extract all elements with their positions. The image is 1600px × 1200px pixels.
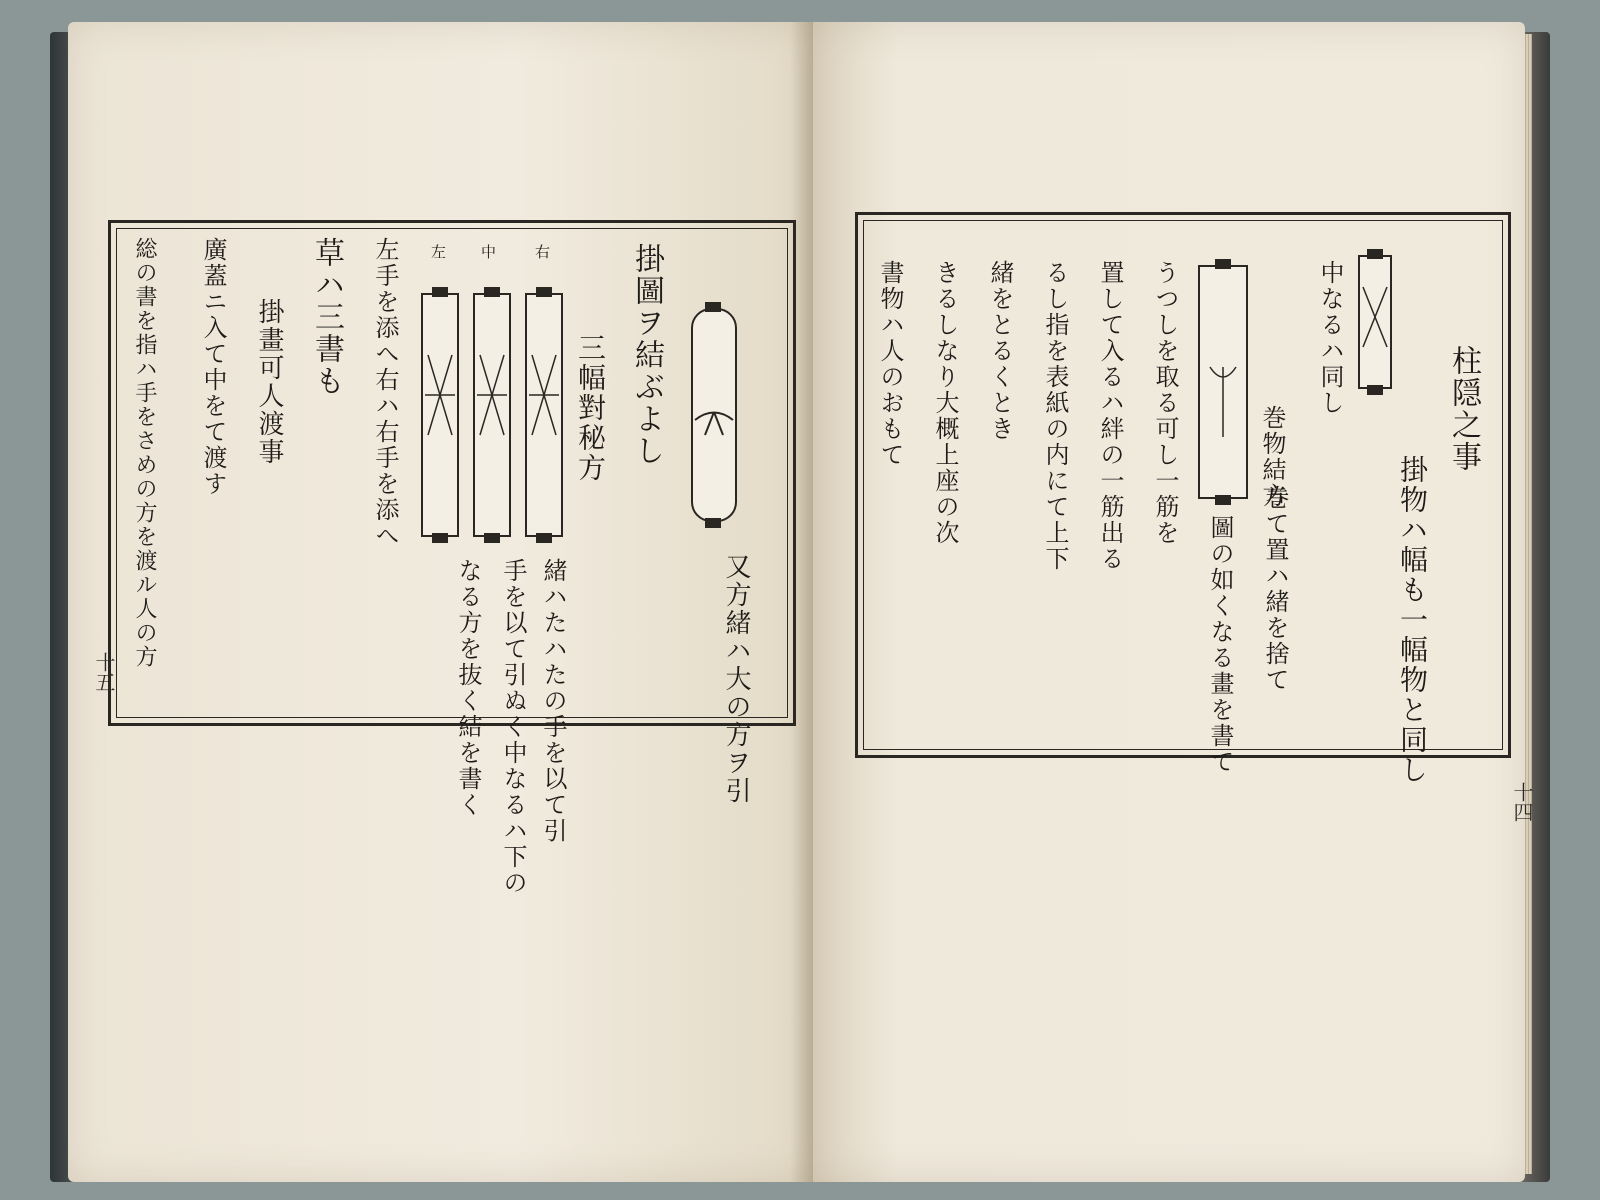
- scroll-label-center: 中: [481, 243, 499, 261]
- right-page-title: 柱隠之事: [1446, 345, 1481, 473]
- tall-scroll-illustration: [1198, 265, 1248, 499]
- left-page-figure-label: 掛圖ヲ結ぶよし: [629, 243, 664, 467]
- left-text-col-5: 草ハ三書も: [309, 237, 344, 397]
- caption-right: 又方緒ハ大の方ヲ引: [721, 553, 751, 805]
- scroll-label-left: 左: [431, 243, 449, 261]
- right-heading-line: 掛物ハ幅も一幅物と同し: [1396, 455, 1429, 785]
- scroll-tie-icon: [693, 310, 735, 520]
- left-text-col-6: 廣蓋ニ入て中をて渡す: [199, 237, 227, 497]
- right-sub-label: 巻物結方: [1258, 405, 1286, 509]
- left-page-number: 十五: [92, 652, 116, 692]
- hanging-scroll-right: [525, 293, 563, 537]
- right-text-col-6: るし指を表紙の内にて上下: [1041, 260, 1069, 572]
- right-text-frame: [855, 212, 1511, 785]
- right-page-number: 十四: [1510, 782, 1534, 822]
- right-text-col-4: うつしを取る可し一筋を: [1151, 260, 1179, 546]
- right-text-col-5: 置して入るハ絆の一筋出る: [1096, 260, 1124, 572]
- left-heading-2: 掛畫可人渡事: [254, 298, 284, 466]
- left-page-title: 三幅對秘方: [574, 333, 607, 483]
- left-text-col-1: 緒ハたハたの手を以て引: [539, 558, 567, 844]
- hanging-scroll-left: [421, 293, 459, 537]
- right-text-col-2: 巻て置ハ緒を捨て: [1261, 485, 1289, 693]
- rolled-scroll-illustration: [691, 308, 737, 522]
- right-text-col-3: 圖の如くなる畫を書て: [1206, 515, 1234, 775]
- hanging-scroll-small: [1358, 255, 1392, 389]
- left-page: [68, 22, 813, 1182]
- right-text-col-9: 書物ハ人のおもて: [876, 260, 904, 468]
- open-book: [50, 22, 1550, 1187]
- left-text-col-4: 左手を添へ右ハ右手を添へ: [371, 237, 399, 549]
- left-text-col-7: 総の書を指ハ手をさめの方を渡ル人の方: [132, 237, 157, 669]
- scroll-label-right: 右: [535, 243, 553, 261]
- right-page: [813, 22, 1534, 1182]
- left-text-col-3: なる方を抜く結を書く: [454, 558, 482, 818]
- right-text-col-8: きるしなり大概上座の次: [931, 260, 959, 546]
- right-text-col-7: 緒をとるくとき: [986, 260, 1014, 442]
- left-text-frame: [108, 220, 796, 896]
- left-text-col-2: 手を以て引ぬく中なるハ下の: [499, 558, 527, 896]
- hanging-scroll-center: [473, 293, 511, 537]
- right-text-col-1: 中なるハ同し: [1316, 260, 1344, 416]
